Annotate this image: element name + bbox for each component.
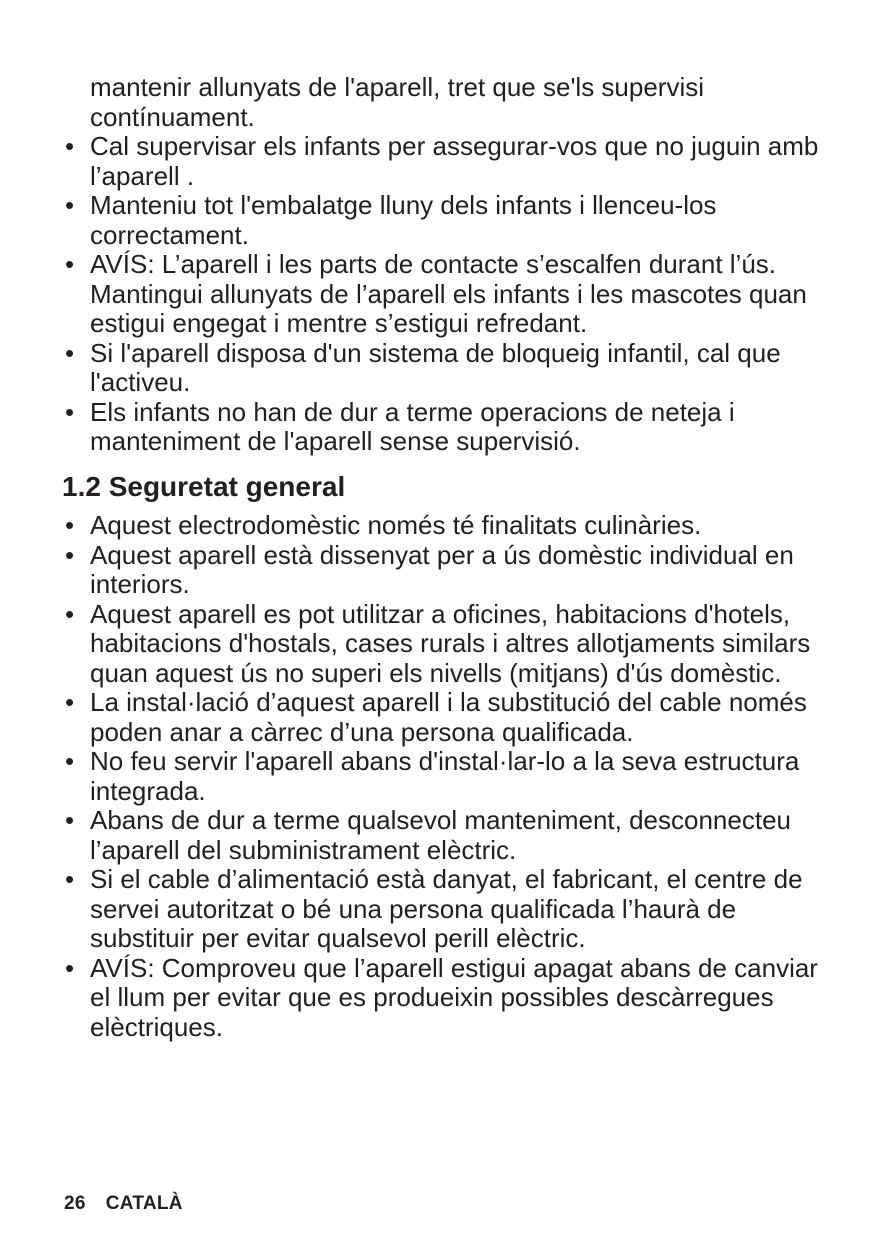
list-item-text: Si el cable d’alimentació està danyat, el fabricant, el centre de servei autoritzat o bé una persona qualificada l’haurà de substituir per evitar qualsevol perill elèctric. bbox=[90, 864, 803, 953]
bullet-icon: • bbox=[65, 952, 75, 983]
bullet-icon: • bbox=[65, 864, 75, 894]
list-item bbox=[62, 600, 822, 689]
bullet-icon: • bbox=[65, 131, 75, 161]
list-item bbox=[62, 132, 822, 191]
continuation-paragraph: mantenir allunyats de l'aparell, tret que se'ls supervisi contínuament. bbox=[90, 72, 705, 132]
list-item bbox=[62, 747, 822, 806]
list-item-text: Aquest electrodomèstic només té finalitats culinàries. bbox=[90, 510, 702, 540]
list-item-text: AVÍS: L’aparell i les parts de contacte s’escalfen durant l’ús. Mantingui allunyats de l’aparell els infants i les mascotes quan estigui engegat i mentre s’estigui refredant. bbox=[90, 249, 807, 338]
bullet-icon: • bbox=[65, 510, 75, 540]
children-safety-list bbox=[62, 132, 822, 457]
list-item bbox=[62, 398, 822, 457]
bullet-icon: • bbox=[65, 746, 75, 776]
list-item-text: Abans de dur a terme qualsevol manteniment, desconnecteu l’aparell del subministrament elèctric. bbox=[90, 805, 791, 865]
list-item-text: Aquest aparell es pot utilitzar a oficines, habitacions d'hotels, habitacions d'hostals, cases rurals i altres allotjaments similars quan aquest ús no superi els nivells (mitjans) d'ús domèstic. bbox=[90, 598, 811, 688]
list-item-text: AVÍS: Comproveu que l’aparell estigui apagat abans de canviar el llum per evitar que es produeixin possibles descàrregues elèctriques. bbox=[90, 952, 818, 1042]
list-item bbox=[62, 688, 822, 747]
list-item-text: Si l'aparell disposa d'un sistema de bloqueig infantil, cal que l'activeu. bbox=[90, 337, 781, 397]
list-item bbox=[62, 541, 822, 600]
general-safety-list bbox=[62, 511, 822, 1042]
list-item bbox=[62, 865, 822, 954]
bullet-icon: • bbox=[65, 337, 75, 368]
footer-language: CATALÀ bbox=[105, 1193, 183, 1214]
bullet-icon: • bbox=[65, 805, 75, 835]
bullet-icon: • bbox=[65, 539, 75, 570]
list-item-text: Aquest aparell està dissenyat per a ús domèstic individual en interiors. bbox=[90, 539, 794, 599]
bullet-icon: • bbox=[65, 396, 75, 427]
section-heading: 1.2 Seguretat general bbox=[62, 471, 346, 502]
page-number: 26 bbox=[64, 1193, 86, 1214]
list-item-text: La instal·lació d’aquest aparell i la substitució del cable només poden anar a càrrec d’una persona qualificada. bbox=[90, 687, 807, 747]
list-item-text: Cal supervisar els infants per assegurar-vos que no juguin amb l’aparell . bbox=[90, 131, 819, 191]
bullet-icon: • bbox=[65, 190, 75, 220]
list-item bbox=[62, 191, 822, 250]
list-item bbox=[62, 954, 822, 1043]
list-item-text: Manteniu tot l'embalatge lluny dels infants i llenceu-los correctament. bbox=[90, 190, 717, 250]
list-item-text: No feu servir l'aparell abans d'instal·lar-lo a la seva estructura integrada. bbox=[90, 746, 800, 806]
bullet-icon: • bbox=[65, 598, 75, 629]
list-item bbox=[62, 511, 822, 541]
list-item-text: Els infants no han de dur a terme operacions de neteja i manteniment de l'aparell sense supervisió. bbox=[90, 396, 735, 456]
bullet-icon: • bbox=[65, 249, 75, 279]
page-footer bbox=[64, 1192, 183, 1216]
list-item bbox=[62, 339, 822, 398]
bullet-icon: • bbox=[65, 687, 75, 717]
list-item bbox=[62, 806, 822, 865]
list-item bbox=[62, 250, 822, 339]
